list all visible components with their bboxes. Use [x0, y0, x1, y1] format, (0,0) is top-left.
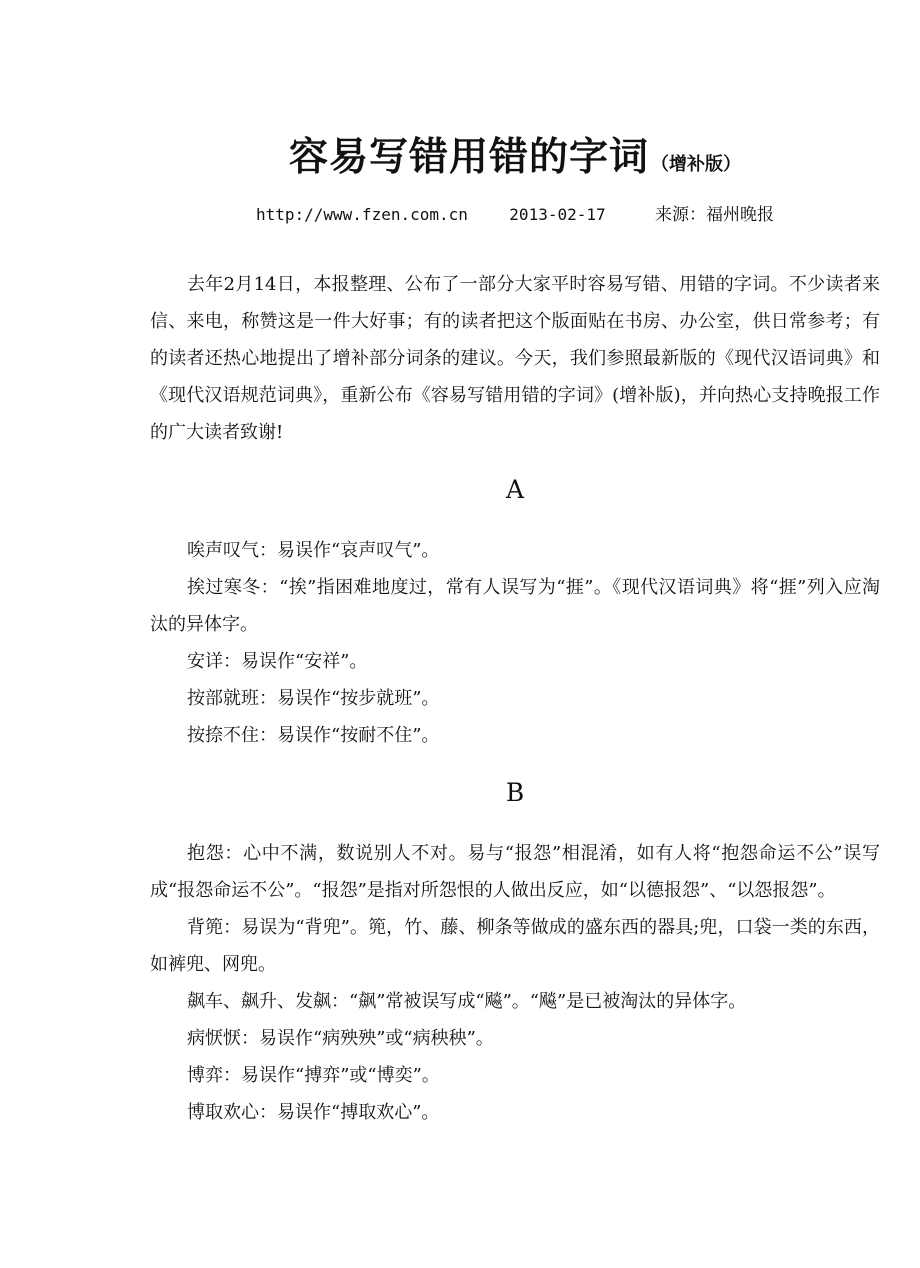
article-body — [150, 266, 880, 1131]
entry: 博取欢心：易误作“搏取欢心”。 — [187, 1102, 440, 1123]
entry: 飙车、飙升、发飙：“飙”常被误写成“飚”。“飚”是已被淘汰的异体字。 — [187, 991, 747, 1012]
section-heading-a: A — [505, 475, 525, 504]
entry: 博弈：易误作“搏弈”或“博奕”。 — [187, 1065, 440, 1086]
page-title: 容易写错用错的字词 — [288, 135, 649, 180]
entry: 按部就班：易误作“按步就班”。 — [187, 688, 440, 709]
entry: 抱怨：心中不满，数说别人不对。易与“报怨”相混淆，如有人将“抱怨命运不公”误写成“报怨命运不公”。“报怨”是指对所怨恨的人做出反应，如“以德报怨”、“以怨报怨”。 — [150, 843, 880, 901]
source-url: http://www.fzen.com.cn — [255, 205, 468, 224]
entry: 挨过寒冬：“挨”指困难地度过，常有人误写为“捱”。《现代汉语词典》将“捱”列入应淘汰的异体字。 — [150, 577, 880, 635]
intro-paragraph: 去年2月14日，本报整理、公布了一部分大家平时容易写错、用错的字词。不少读者来信、来电，称赞这是一件大好事；有的读者把这个版面贴在书房、办公室，供日常参考；有的读者还热心地提出了增补部分词条的建议。今天，我们参照最新版的《现代汉语词典》和《现代汉语规范词典》，重新公布《容易写错用错的字词》(增补版)，并向热心支持晚报工作的广大读者致谢! — [150, 274, 880, 443]
meta-line — [150, 200, 880, 225]
source-name: 来源：福州晚报 — [655, 205, 775, 225]
entry: 按捺不住：易误作“按耐不住”。 — [187, 725, 440, 746]
entry: 安详：易误作“安祥”。 — [187, 651, 368, 672]
title-block — [150, 126, 880, 182]
section-heading-b: B — [505, 778, 525, 807]
entry: 背篼：易误为“背兜”。篼，竹、藤、柳条等做成的盛东西的器具;兜，口袋一类的东西，如裤兜、网兜。 — [150, 917, 880, 975]
page-subtitle: （增补版） — [651, 154, 741, 175]
publish-date: 2013-02-17 — [509, 205, 606, 224]
entry: 唉声叹气：易误作“哀声叹气”。 — [187, 540, 440, 561]
entry: 病恹恹：易误作“病殃殃”或“病秧秧”。 — [187, 1028, 494, 1049]
